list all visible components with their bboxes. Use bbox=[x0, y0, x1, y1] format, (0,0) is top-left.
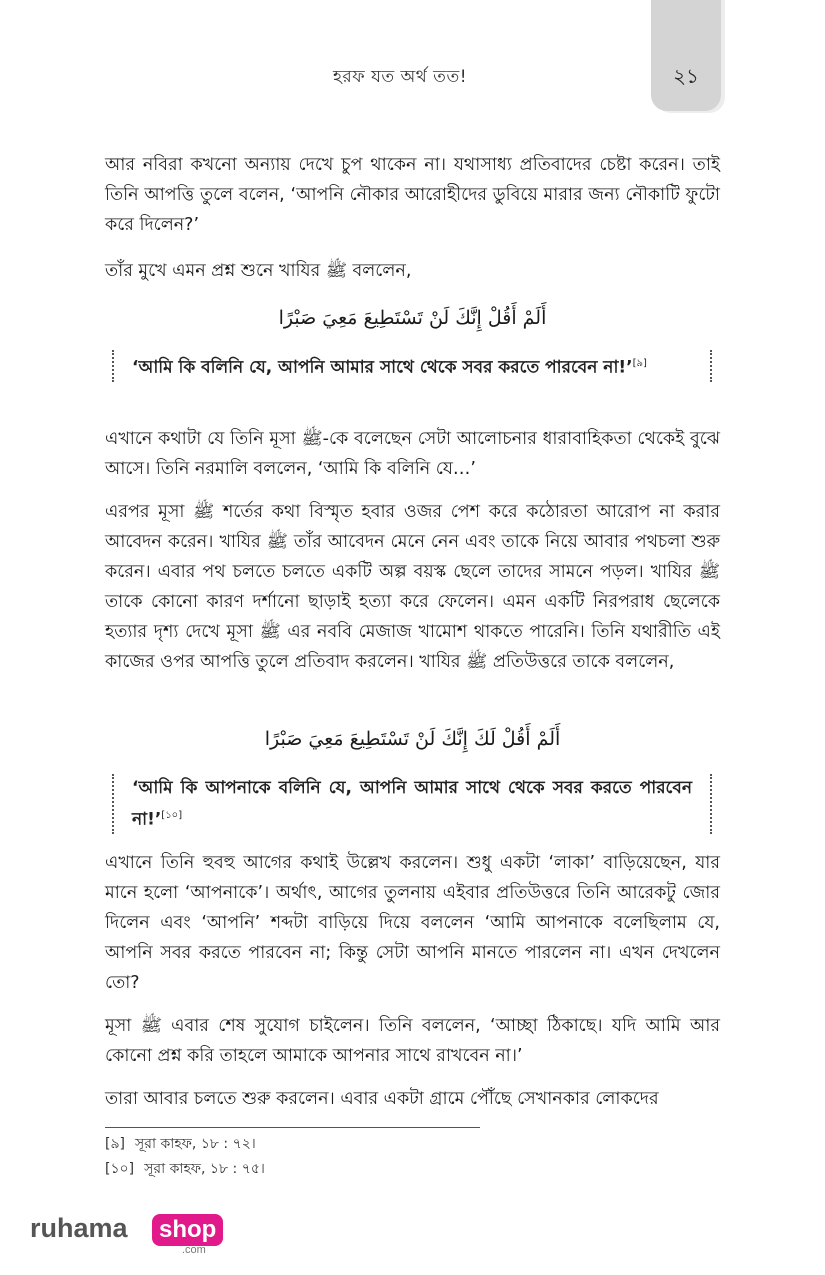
paragraph-6: মূসা ﷺ এবার শেষ সুযোগ চাইলেন। তিনি বললেন, ‘আচ্ছা ঠিকাছে। যদি আমি আর কোনো প্রশ্ন করি তাহলে আমাকে আপনার সাথে রাখবেন না।’ bbox=[105, 1016, 720, 1066]
footnote-10-text: সূরা কাহফ, ১৮ : ৭৫। bbox=[144, 1161, 265, 1177]
paragraph-4: এরপর মূসা ﷺ শর্তের কথা বিস্মৃত হবার ওজর পেশ করে কঠোরতা আরোপ না করার আবেদন করেন। খাযির ﷺ তাঁর আবেদন মেনে নেন এবং তাকে নিয়ে আবার পথচলা শুরু করেন। এবার পথ চলতে চলতে একটি অল্প বয়স্ক ছেলে তাদের সামনে পড়ল। খাযির ﷺ তাকে কোনো কারণ দর্শানো ছাড়াই হত্যা করে ফেলেন। এমন একটি নিরপরাধ ছেলেকে হত্যার দৃশ্য দেখে মূসা ﷺ এর নববি মেজাজ খামোশ থাকতে পারেনি। তিনি যথারীতি এই কাজের ওপর আপত্তি তুলে প্রতিবাদ করলেন। খাযির ﷺ প্রতিউত্তরে তাকে বললেন, bbox=[105, 502, 720, 672]
quote-1 bbox=[132, 350, 692, 382]
footnote-ref-9: [৯] bbox=[632, 358, 647, 369]
paragraph-3: এখানে কথাটা যে তিনি মূসা ﷺ-কে বলেছেন সেটা আলোচনার ধারাবাহিকতা থেকেই বুঝে আসে। তিনি নরমালি বললেন, ‘আমি কি বলিনি যে…’ bbox=[105, 429, 720, 479]
quote-1-text: ‘আমি কি বলিনি যে, আপনি আমার সাথে থেকে সবর করতে পারবেন না!’ bbox=[132, 357, 633, 378]
logo-com: .com bbox=[182, 1244, 206, 1256]
paragraph-7: তারা আবার চলতে শুরু করলেন। এবার একটা গ্রামে পৌঁছে সেখানকার লোকদের bbox=[105, 1089, 659, 1109]
running-title: হরফ যত অর্থ তত! bbox=[332, 67, 468, 87]
quote-block-1 bbox=[112, 350, 712, 382]
footnote-divider bbox=[105, 1127, 480, 1128]
footnote-10-number: [১০] bbox=[105, 1161, 135, 1177]
footnote-9-number: [৯] bbox=[105, 1136, 126, 1152]
arabic-verse-2: أَلَمْ أَقُلْ لَكَ إِنَّكَ لَنْ تَسْتَطِيعَ مَعِيَ صَبْرًا bbox=[264, 728, 561, 750]
quote-block-2 bbox=[112, 774, 712, 834]
page-number: ২১ bbox=[673, 64, 699, 88]
paragraph-1: আর নবিরা কখনো অন্যায় দেখে চুপ থাকেন না। যথাসাধ্য প্রতিবাদের চেষ্টা করেন। তাই তিনি আপত্তি তুলে বলেন, ‘আপনি নৌকার আরোহীদের ডুবিয়ে মারার জন্য নৌকাটি ফুটো করে দিলেন?’ bbox=[105, 155, 720, 235]
logo-ruhama: ruhama bbox=[30, 1213, 128, 1243]
footnote-9-text: সূরা কাহফ, ১৮ : ৭২। bbox=[135, 1136, 256, 1152]
footnote-ref-10: [১০] bbox=[161, 810, 183, 821]
arabic-verse-1: أَلَمْ أَقُلْ إِنَّكَ لَنْ تَسْتَطِيعَ مَعِيَ صَبْرًا bbox=[278, 307, 547, 329]
quote-2-text: ‘আমি কি আপনাকে বলিনি যে, আপনি আমার সাথে থেকে সবর করতে পারবেন না!’ bbox=[132, 778, 692, 830]
paragraph-2: তাঁর মুখে এমন প্রশ্ন শুনে খাযির ﷺ বললেন, bbox=[105, 261, 412, 281]
paragraph-5: এখানে তিনি হুবহু আগের কথাই উল্লেখ করলেন। শুধু একটা ‘লাকা’ বাড়িয়েছেন, যার মানে হলো ‘আপনাকে’। অর্থাৎ, আগের তুলনায় এইবার প্রতিউত্তরে তিনি আরেকটু জোর দিলেন এবং ‘আপনি’ শব্দটা বাড়িয়ে দিয়ে বললেন ‘আমি আপনাকে বলেছিলাম যে, আপনি সবর করতে পারবেন না; কিন্তু সেটা আপনি মানতে পারলেন না। এখন দেখলেন তো? bbox=[105, 853, 720, 993]
quote-2 bbox=[132, 774, 692, 834]
footnote-9 bbox=[105, 1132, 256, 1156]
footnote-10 bbox=[105, 1157, 265, 1181]
logo-shop: shop bbox=[152, 1214, 223, 1246]
